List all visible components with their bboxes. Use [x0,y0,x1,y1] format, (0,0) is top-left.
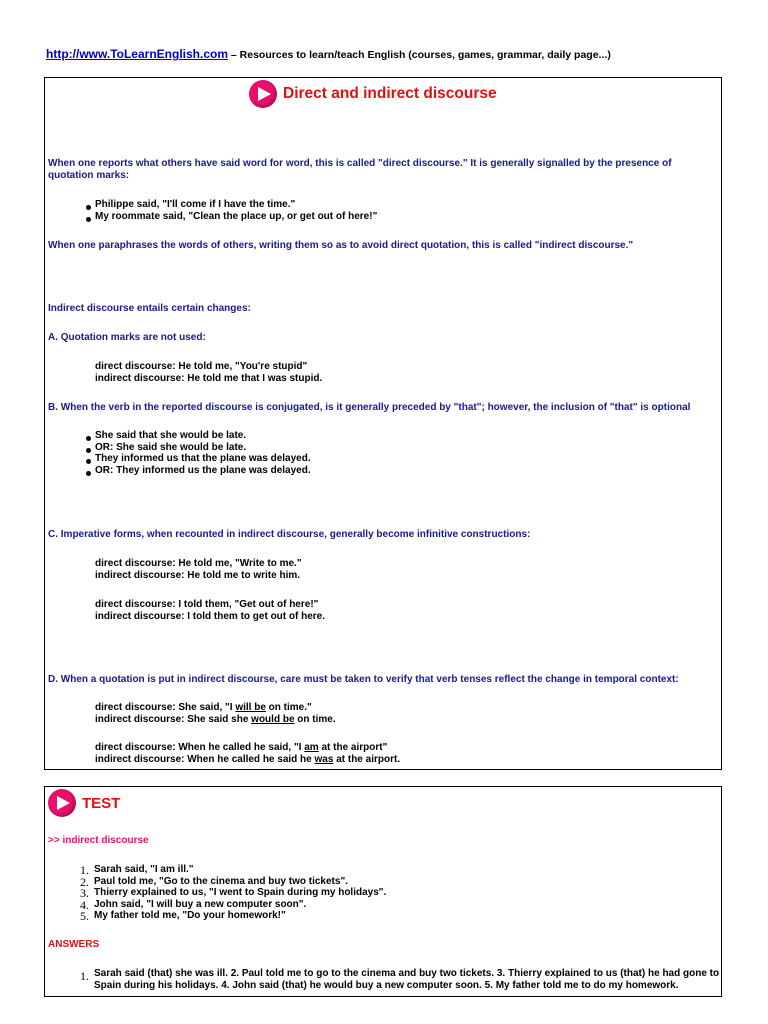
example-line: indirect discourse: She said she would be on time. [95,713,336,725]
test-title: TEST [82,794,121,812]
section-c-heading: C. Imperative forms, when recounted in indirect discourse, generally become infinitive constructions: [48,529,531,540]
list-item: 1. Sarah said, "I am ill." [80,863,194,877]
section-a-heading: A. Quotation marks are not used: [48,332,206,343]
section-b-heading: B. When the verb in the reported discourse is conjugated, is it generally preceded by "that"; however, the inclusion of "that" is optional [48,402,691,413]
example-line: direct discourse: I told them, "Get out of here!" [95,599,319,610]
lesson-title-bar [249,80,497,108]
answers-label: ANSWERS [48,939,100,950]
site-header [46,47,611,61]
list-item: 3. Thierry explained to us, "I went to Spain during my holidays". [80,886,387,900]
list-item: 2. Paul told me, "Go to the cinema and buy two tickets". [80,874,348,889]
changes-intro: Indirect discourse entails certain changes: [48,303,251,314]
list-item: OR: She said she would be late. [84,442,311,454]
example-line: indirect discourse: When he called he said he was at the airport. [95,753,401,765]
lesson-title: Direct and indirect discourse [283,85,497,102]
intro-direct: When one reports what others have said word for word, this is called "direct discourse." It is generally signalled by the presence of quotation marks: [48,158,672,181]
list-item: 5. My father told me, "Do your homework!" [80,909,286,923]
answers-text: 1. Sarah said (that) she was ill. 2. Paul told me to go to the cinema and buy two tickets. 3. Thierry explained to us (that) he had gone to Spain during his holidays. 4. John said (that) he would buy a new computer soon. 5. My father told me to do my homework. [80,968,720,991]
example-line: direct discourse: She said, "I will be on time." [95,702,312,713]
section-a-examples [95,361,322,384]
test-title-bar [48,789,120,817]
indirect-discourse-link[interactable]: >> indirect discourse [48,835,149,846]
example-line: direct discourse: He told me, "You're stupid" [95,361,308,372]
list-item: 4. John said, "I will buy a new computer soon". [80,897,307,912]
section-d-heading: D. When a quotation is put in indirect discourse, care must be taken to verify that verb tenses reflect the change in temporal context: [48,674,679,685]
site-tagline: – Resources to learn/teach English (courses, games, grammar, daily page...) [228,49,611,61]
section-c-example-1 [95,558,302,581]
list-item: Philippe said, "I'll come if I have the time." [84,199,377,211]
list-item: OR: They informed us the plane was delayed. [84,465,311,477]
example-line: indirect discourse: He told me that I was stupid. [95,372,323,384]
site-link[interactable]: http://www.ToLearnEnglish.com [46,47,228,61]
section-d-example-2 [95,742,400,765]
arrow-icon [48,789,76,817]
list-item: They informed us that the plane was delayed. [84,453,311,465]
section-d-example-1 [95,702,336,725]
list-item: My roommate said, "Clean the place up, or get out of here!" [84,211,377,223]
example-line: indirect discourse: I told them to get out of here. [95,610,326,622]
arrow-icon [249,80,277,108]
example-line: indirect discourse: He told me to write him. [95,569,301,581]
test-questions [80,864,386,922]
example-line: direct discourse: When he called he said, "I am at the airport" [95,742,388,753]
example-line: direct discourse: He told me, "Write to me." [95,558,302,569]
direct-examples-list [84,199,377,222]
section-b-list [84,430,311,476]
list-item: She said that she would be late. [84,430,311,442]
intro-indirect: When one paraphrases the words of others, writing them so as to avoid direct quotation, this is called "indirect discourse." [48,240,634,251]
section-c-example-2 [95,599,325,622]
